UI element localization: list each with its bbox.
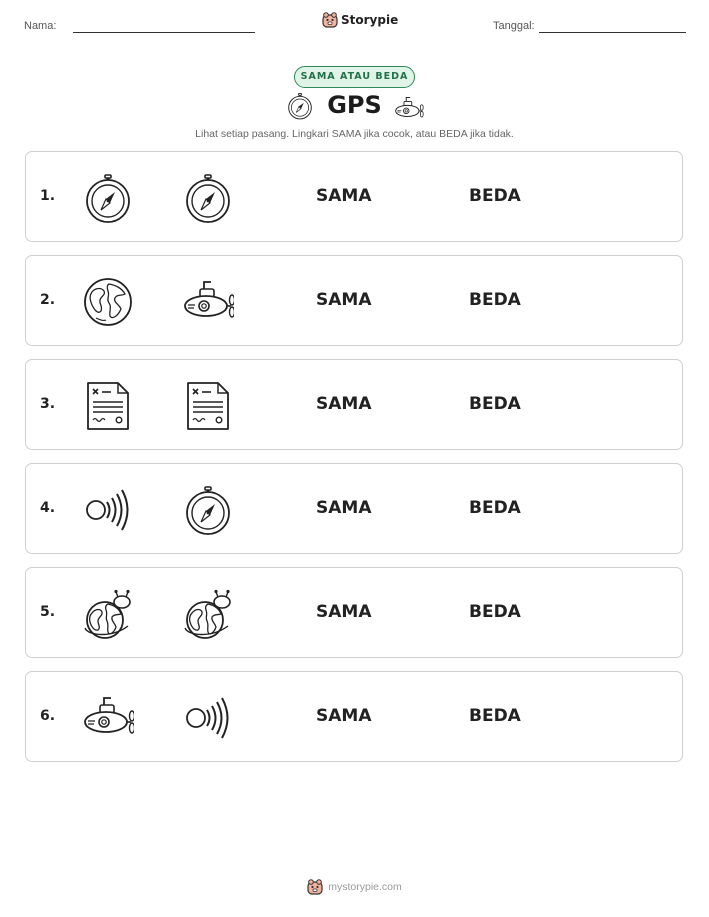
satellite-globe-icon: [82, 588, 134, 640]
footer: [0, 879, 709, 895]
row-number: 4.: [40, 500, 56, 516]
option-same[interactable]: SAMA: [316, 186, 372, 206]
compass-icon: [82, 172, 134, 224]
mascot-icon: [322, 12, 338, 28]
date-field[interactable]: [539, 32, 686, 33]
option-same[interactable]: SAMA: [316, 290, 372, 310]
row-number: 6.: [40, 708, 56, 724]
option-same[interactable]: SAMA: [316, 706, 372, 726]
option-different[interactable]: BEDA: [469, 290, 521, 310]
map-document-icon: [82, 380, 134, 432]
signal-icon: [182, 692, 234, 744]
compass-icon: [182, 484, 234, 536]
option-same[interactable]: SAMA: [316, 394, 372, 414]
exercise-row: [25, 567, 683, 658]
mascot-icon: [307, 879, 323, 895]
footer-url: mystorypie.com: [328, 881, 402, 893]
compass-icon: [182, 172, 234, 224]
brand-logo: [322, 12, 398, 28]
option-same[interactable]: SAMA: [316, 602, 372, 622]
option-same[interactable]: SAMA: [316, 498, 372, 518]
name-label: Nama:: [24, 20, 57, 32]
exercise-row: [25, 151, 683, 242]
worksheet-header: [0, 0, 709, 50]
page-title: GPS: [327, 91, 382, 119]
exercise-row: [25, 463, 683, 554]
exercise-row: [25, 359, 683, 450]
submarine-icon: [394, 94, 424, 120]
instructions: Lihat setiap pasang. Lingkari SAMA jika cocok, atau BEDA jika tidak.: [195, 128, 514, 140]
map-document-icon: [182, 380, 234, 432]
row-number: 1.: [40, 188, 56, 204]
row-number: 2.: [40, 292, 56, 308]
signal-icon: [82, 484, 134, 536]
row-number: 3.: [40, 396, 56, 412]
option-different[interactable]: BEDA: [469, 394, 521, 414]
option-different[interactable]: BEDA: [469, 186, 521, 206]
submarine-icon: [182, 276, 234, 328]
submarine-icon: [82, 692, 134, 744]
brand-name: Storypie: [341, 13, 399, 27]
satellite-globe-icon: [182, 588, 234, 640]
option-different[interactable]: BEDA: [469, 602, 521, 622]
name-field[interactable]: [73, 32, 255, 33]
row-number: 5.: [40, 604, 56, 620]
option-different[interactable]: BEDA: [469, 706, 521, 726]
title-row: [0, 90, 709, 124]
globe-icon: [82, 276, 134, 328]
exercise-row: [25, 671, 683, 762]
worksheet-type-badge: SAMA ATAU BEDA: [294, 66, 415, 88]
option-different[interactable]: BEDA: [469, 498, 521, 518]
exercise-row: [25, 255, 683, 346]
date-label: Tanggal:: [493, 20, 535, 32]
